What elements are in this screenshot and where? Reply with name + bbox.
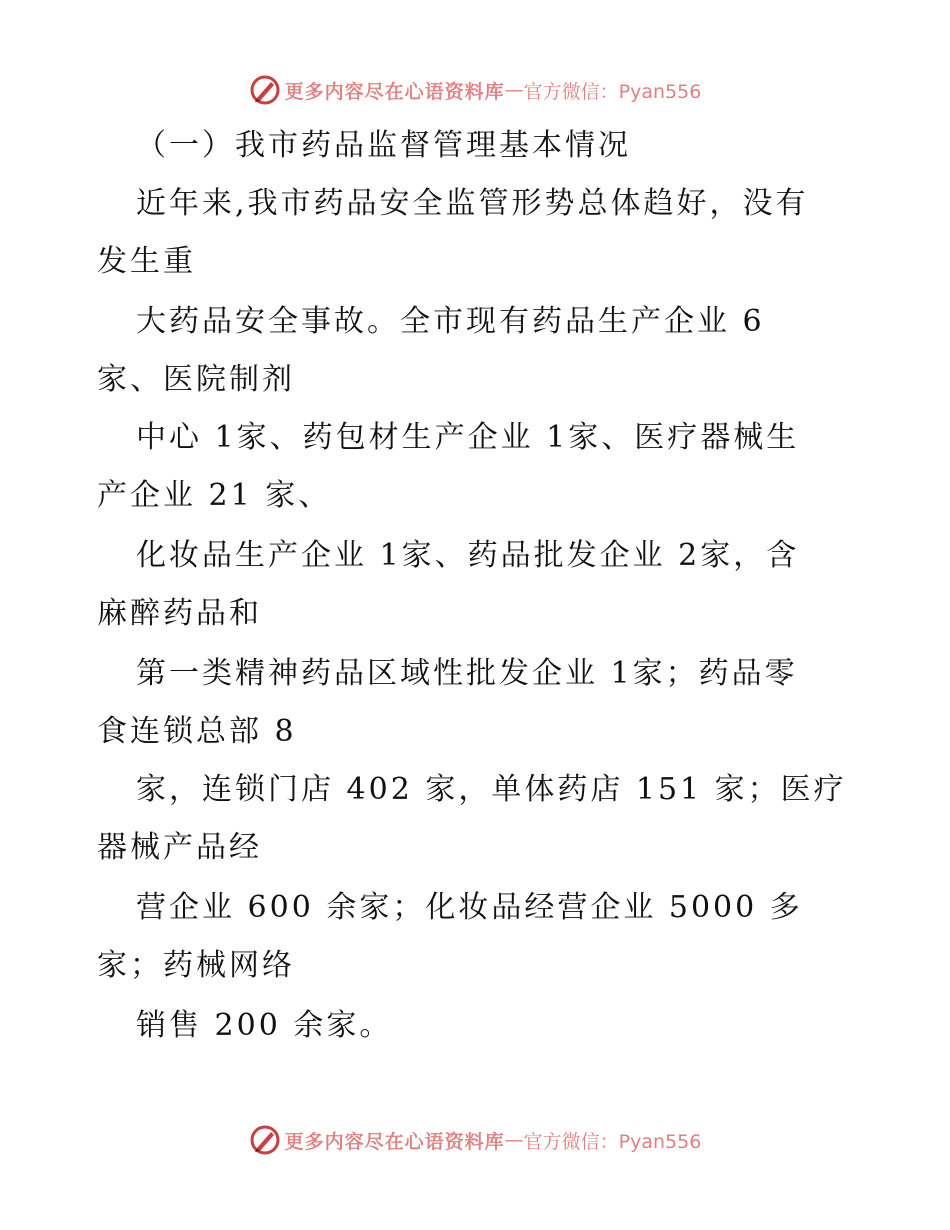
- footer-banner-wechat: 官方微信：Pyan556: [523, 1130, 702, 1153]
- header-banner: [0, 70, 950, 110]
- header-banner-text: 更多内容尽在心语资料库: [284, 80, 505, 103]
- paragraph-line: 器械产品经: [97, 830, 262, 865]
- paragraph-line: 家；药械网络: [97, 948, 295, 983]
- footer-banner-dash: —: [504, 1129, 524, 1151]
- paragraph-line: 家，连锁门店 402 家，单体药店 151 家；医疗: [136, 772, 847, 807]
- paragraph-line: 大药品安全事故。全市现有药品生产企业 6: [136, 304, 765, 339]
- section-heading: （一）我市药品监督管理基本情况: [136, 128, 631, 163]
- paragraph-line: 中心 1家、药包材生产企业 1家、医疗器械生: [136, 420, 800, 455]
- paragraph-line: 食连锁总部 8: [97, 714, 297, 749]
- paragraph-line: 第一类精神药品区域性批发企业 1家；药品零: [136, 656, 798, 691]
- paragraph-line: 销售 200 余家。: [136, 1008, 393, 1043]
- footer-banner-text: 更多内容尽在心语资料库: [284, 1130, 505, 1153]
- paragraph-line: 化妆品生产企业 1家、药品批发企业 2家，含: [136, 538, 800, 573]
- paragraph-line: 发生重: [97, 244, 196, 279]
- paragraph-line: 营企业 600 余家；化妆品经营企业 5000 多: [136, 890, 803, 925]
- pen-logo-icon: [249, 74, 281, 106]
- header-banner-wechat: 官方微信：Pyan556: [523, 80, 702, 103]
- paragraph-line: 近年来,我市药品安全监管形势总体趋好，没有: [136, 186, 809, 221]
- header-banner-dash: —: [504, 79, 524, 101]
- paragraph-line: 产企业 21 家、: [97, 478, 332, 513]
- paragraph-line: 家、医院制剂: [97, 362, 295, 397]
- paragraph-line: 麻醉药品和: [97, 596, 262, 631]
- pen-logo-icon: [249, 1124, 281, 1156]
- footer-banner: [0, 1120, 950, 1160]
